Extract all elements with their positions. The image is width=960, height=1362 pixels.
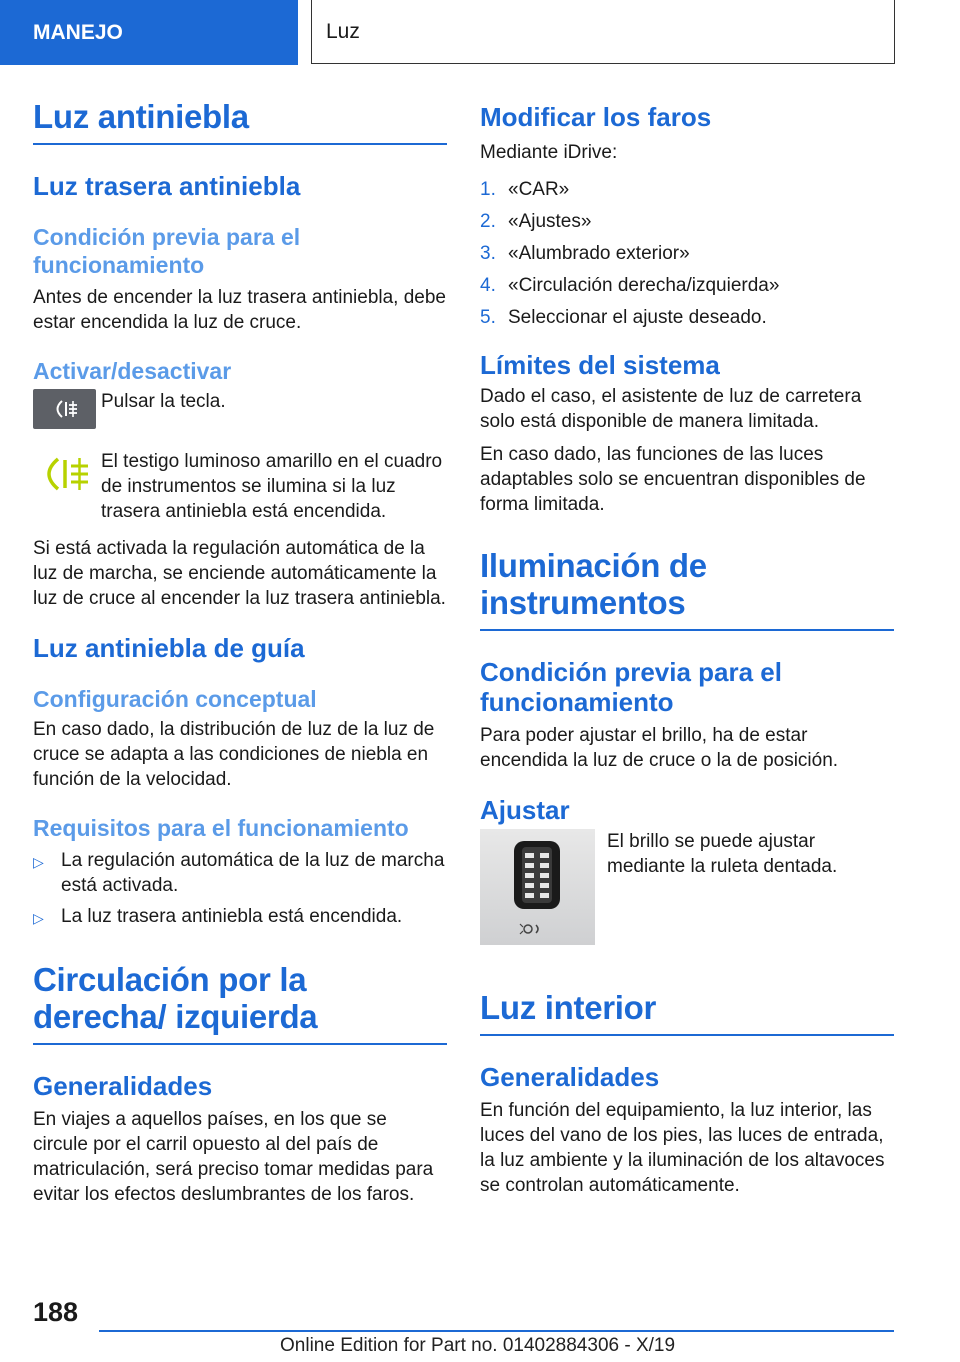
list-item: ▷ La regulación automática de la luz de marcha está activada. (33, 850, 445, 896)
text-indicator: El testigo luminoso amarillo en el cuadro de instrumentos se ilumina si la luz trasera antiniebla está encendida. (101, 451, 443, 522)
list-item: 5. Seleccionar el ajuste deseado. (480, 307, 767, 328)
right-column (480, 102, 894, 1198)
heading-guide-fog: Luz antiniebla de guía (33, 633, 305, 663)
text-press-key: Pulsar la tecla. (101, 391, 226, 412)
heading-concept: Configuración conceptual (33, 686, 317, 712)
list-item: ▷ La luz trasera antiniebla está encendida. (33, 904, 447, 931)
dimmer-wheel-image (480, 829, 595, 945)
requirements-list (33, 848, 447, 931)
left-column (33, 98, 447, 1207)
text-precondition: Antes de encender la luz trasera antiniebla, debe estar encendida la luz de cruce. (33, 287, 446, 333)
triangle-bullet-icon: ▷ (33, 910, 44, 926)
heading-modify-headlights: Modificar los faros (480, 102, 712, 132)
steps-list (480, 177, 894, 330)
heading-precondition: Condición previa para el funcionamiento (33, 224, 301, 278)
text-via-idrive: Mediante iDrive: (480, 142, 618, 163)
list-item: 4. «Circulación derecha/izquierda» (480, 275, 780, 296)
heading-traffic-side: Circulación por la derecha/ izquierda (33, 961, 447, 1045)
list-item: 3. «Alumbrado exterior» (480, 243, 690, 264)
heading-interior-light: Luz interior (480, 989, 894, 1036)
heading-toggle: Activar/desactivar (33, 358, 232, 384)
text-precondition: Para poder ajustar el brillo, ha de estar encendida la luz de cruce o la de posición. (480, 725, 839, 771)
page-number: 188 (33, 1297, 79, 1327)
heading-general: Generalidades (33, 1071, 213, 1101)
text-limits-2: En caso dado, las funciones de las luces adaptables solo se encuentran disponibles de forma limitada. (480, 444, 866, 515)
section-tab: MANEJO (0, 0, 298, 65)
text-general: En función del equipamiento, la luz interior, las luces del vano de los pies, las luces de entrada, la luz ambiente y la iluminación de los altavoces se controlan automáticamente. (480, 1100, 885, 1196)
list-item: 2. «Ajustes» (480, 211, 592, 232)
footer-divider (99, 1330, 894, 1332)
list-item: 1. «CAR» (480, 179, 570, 200)
fog-button-icon (33, 389, 96, 429)
heading-instrument-lighting: Iluminación de instrumentos (480, 547, 894, 631)
text-adjust: El brillo se puede ajustar mediante la ruleta dentada. (607, 831, 838, 877)
heading-adjust: Ajustar (480, 795, 570, 825)
triangle-bullet-icon: ▷ (33, 854, 44, 870)
heading-requirements: Requisitos para el funcionamiento (33, 815, 409, 841)
rear-fog-indicator-icon (33, 449, 96, 499)
heading-fog-light: Luz antiniebla (33, 98, 447, 145)
heading-general: Generalidades (480, 1062, 660, 1092)
heading-rear-fog: Luz trasera antiniebla (33, 171, 301, 201)
chapter-title: Luz (311, 0, 895, 64)
text-general: En viajes a aquellos países, en los que se circule por el carril opuesto al del país de matriculación, será preciso tomar medidas para evitar los efectos deslumbrantes de los faros. (33, 1109, 434, 1205)
heading-limits: Límites del sistema (480, 350, 720, 380)
edition-note: Online Edition for Part no. 01402884306 - X/19 (280, 1335, 676, 1356)
heading-precondition: Condición previa para el funcionamiento (480, 657, 782, 717)
text-limits-1: Dado el caso, el asistente de luz de carretera solo está disponible de manera limitada. (480, 386, 862, 432)
text-auto-headlight: Si está activada la regulación automática de la luz de marcha, se enciende automáticamente la luz de cruce al encender la luz trasera antiniebla. (33, 538, 446, 609)
text-concept: En caso dado, la distribución de luz de la luz de cruce se adapta a las condiciones de niebla en función de la velocidad. (33, 719, 435, 790)
